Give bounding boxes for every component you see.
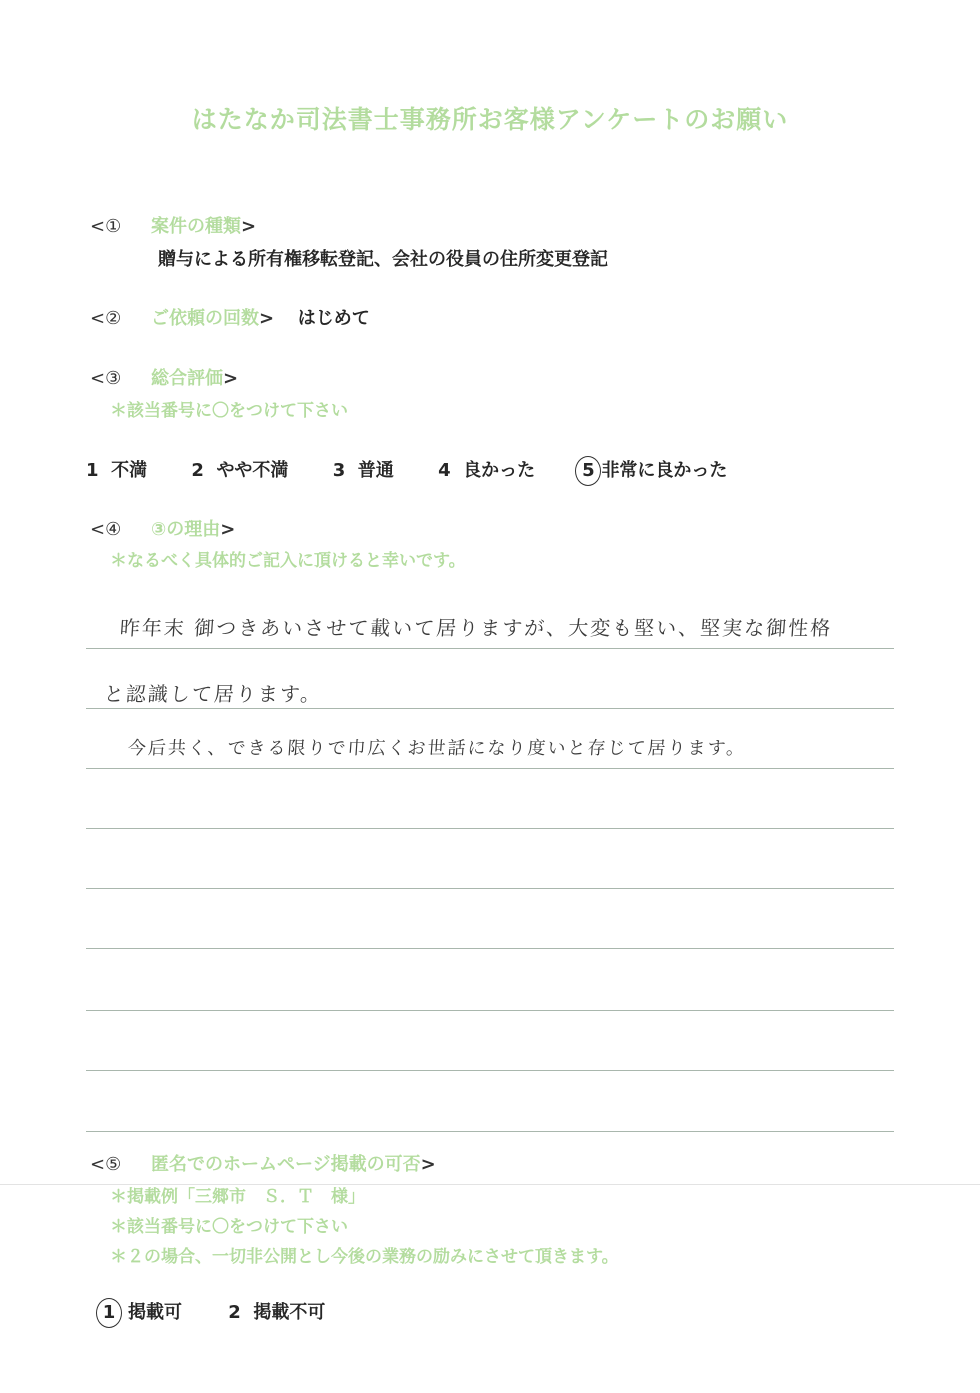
- q4-close: >: [220, 519, 236, 540]
- q3-option-2[interactable]: [191, 460, 288, 481]
- q5-header: [90, 1150, 436, 1176]
- q2-label: ご依頼の回数: [150, 308, 259, 329]
- q4-number: <④: [90, 519, 122, 540]
- q1-header: [90, 212, 256, 238]
- q1-number: <①: [90, 216, 122, 237]
- q5-close: >: [420, 1154, 436, 1175]
- q3-option-text: 良かった: [463, 460, 536, 481]
- writing-line: [86, 888, 894, 889]
- writing-line: [86, 1070, 894, 1071]
- survey-title: はたなか司法書士事務所お客様アンケートのお願い: [191, 105, 789, 134]
- selected-circle-mark: 5: [575, 456, 601, 486]
- q5-label: 匿名でのホームページ掲載の可否: [150, 1154, 421, 1175]
- q3-number: <③: [90, 368, 122, 389]
- q3-option-5[interactable]: [575, 460, 727, 481]
- q3-option-3[interactable]: [333, 460, 394, 481]
- q1-close: >: [240, 216, 257, 237]
- q5-option-2[interactable]: [228, 1302, 325, 1323]
- handwritten-line-2: と認識して居ります。: [103, 682, 324, 706]
- q2-answer: はじめて: [297, 308, 370, 329]
- q5-option-text: 掲載可: [128, 1302, 182, 1323]
- q3-option-text: 普通: [357, 460, 394, 481]
- q3-option-text: 不満: [111, 460, 148, 481]
- selected-circle-mark: 1: [96, 1298, 122, 1328]
- q3-option-4[interactable]: [438, 460, 535, 481]
- writing-line: [86, 1010, 894, 1011]
- q5-options: [96, 1298, 325, 1328]
- q3-option-number: 4: [438, 460, 451, 481]
- q3-option-text: 非常に良かった: [601, 460, 728, 481]
- q5-note-3: ＊２の場合、一切非公開とし今後の業務の励みにさせて頂きます。: [110, 1247, 619, 1267]
- q3-header: [90, 364, 238, 390]
- q2-header: [90, 304, 370, 330]
- q4-note: ＊なるべく具体的ご記入に頂けると幸いです。: [110, 551, 466, 571]
- q4-header: [90, 515, 235, 541]
- q3-option-number: 1: [86, 460, 99, 481]
- q3-option-text: やや不満: [216, 460, 289, 481]
- q2-number: <②: [90, 308, 122, 329]
- q3-options: [86, 456, 727, 486]
- handwritten-line-1: 昨年末 御つきあいさせて載いて居りますが、大変も堅い、堅実な御性格: [119, 616, 834, 640]
- q2-close: >: [258, 308, 275, 329]
- writing-line: [86, 828, 894, 829]
- q1-answer: 贈与による所有権移転登記、会社の役員の住所変更登記: [158, 249, 608, 270]
- q1-label: 案件の種類: [150, 216, 241, 237]
- writing-line: [86, 1131, 894, 1132]
- q3-note: ＊該当番号に〇をつけて下さい: [110, 401, 348, 421]
- q5-note-1: ＊掲載例「三郷市 Ｓ．Ｔ 様」: [110, 1187, 365, 1207]
- q3-option-1[interactable]: [86, 460, 147, 481]
- q5-option-text: 掲載不可: [253, 1302, 326, 1323]
- q3-label: 総合評価: [150, 368, 223, 389]
- q3-option-number: 2: [191, 460, 204, 481]
- q5-number: <⑤: [90, 1154, 122, 1175]
- q4-label: ③の理由: [150, 519, 221, 540]
- q5-option-number: 2: [228, 1302, 241, 1323]
- q3-close: >: [222, 368, 239, 389]
- handwritten-line-3: 今后共く、できる限りで巾広くお世話になり度いと存じて居ります。: [127, 738, 747, 759]
- writing-line: [86, 948, 894, 949]
- q5-note-2: ＊該当番号に〇をつけて下さい: [110, 1217, 348, 1237]
- writing-line: [86, 648, 894, 649]
- writing-line: [86, 708, 894, 709]
- q5-option-1[interactable]: [96, 1302, 182, 1323]
- q3-option-number: 3: [332, 460, 346, 481]
- writing-line: [86, 768, 894, 769]
